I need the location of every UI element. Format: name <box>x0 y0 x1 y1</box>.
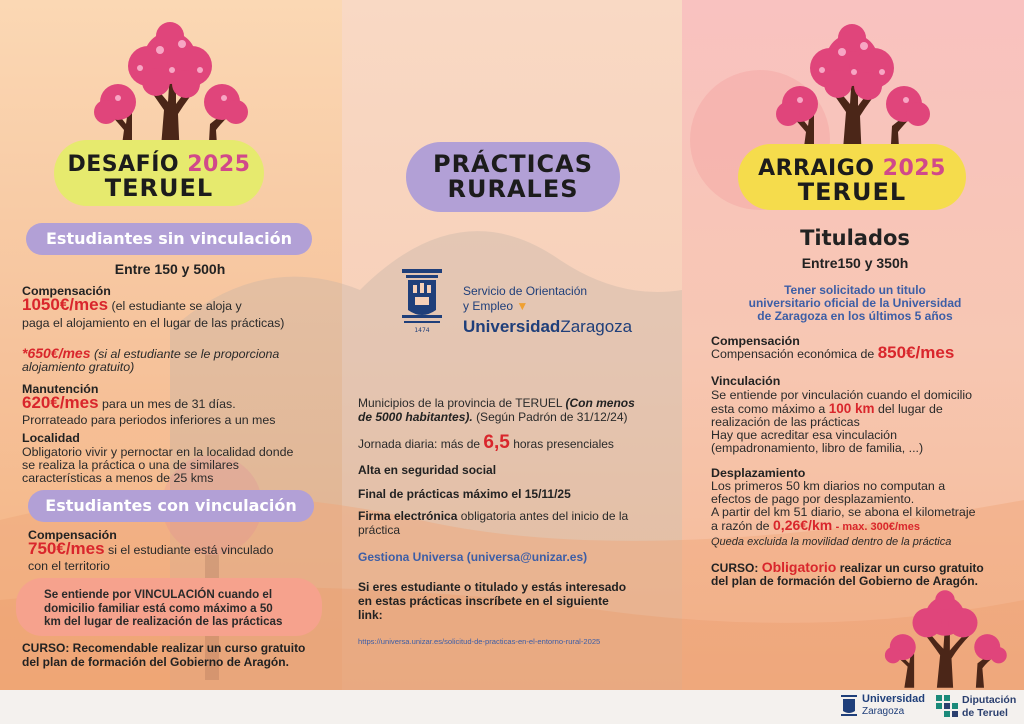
footer-uni-b: Zaragoza <box>862 706 905 717</box>
desp-d: a razón de <box>711 519 770 533</box>
logo-right-line2: TERUEL <box>797 178 907 206</box>
firma-line <box>358 509 678 523</box>
desp-value: 0,26€/km <box>773 517 833 533</box>
comp2-desc-b: con el territorio <box>28 559 110 573</box>
arraigo-teruel-logo <box>738 144 966 210</box>
vinc-b-line <box>711 402 1011 416</box>
req-c: de Zaragoza en los últimos 5 años <box>757 309 953 323</box>
footer-bar <box>0 690 1024 724</box>
logo-right-line1: ARRAIGO <box>758 156 875 181</box>
comp-right-desc: Compensación económica de <box>711 347 875 361</box>
alt-desc-a: (si al estudiante se le proporciona <box>93 347 280 361</box>
local-desc-a: Obligatorio vivir y pernoctar en la localidad donde <box>22 445 294 459</box>
comp2-desc-a: si el estudiante está vinculado <box>108 543 274 557</box>
service-a: Servicio de Orientación <box>463 284 588 298</box>
si-a: Si eres estudiante o titulado y estás interesado <box>358 580 627 594</box>
vinc-b2: del lugar de <box>878 402 943 416</box>
curso-right-a: realizar un curso gratuito <box>839 561 984 575</box>
comp-desc-a: (el estudiante se aloja y <box>111 299 242 313</box>
hours-left: Entre 150 y 500h <box>114 261 226 277</box>
comp-label-left: Compensación <box>22 284 111 298</box>
desp-c: A partir del km 51 diario, se abona el kilometraje <box>711 505 976 519</box>
vinc-c: realización de las prácticas <box>711 415 860 429</box>
uni-wordmark-a: Universidad <box>463 317 561 336</box>
orange-arrow-icon: ▼ <box>516 299 529 313</box>
comp-right-value: 850€/mes <box>877 343 955 362</box>
title-line1: PRÁCTICAS <box>432 150 594 178</box>
uni-wordmark <box>463 317 632 337</box>
req-a: Tener solicitado un titulo <box>784 283 926 297</box>
jornada-line <box>358 432 678 453</box>
manut-label: Manutención <box>22 382 99 396</box>
logo-line1: DESAFÍO <box>67 152 180 177</box>
curso-right-obl: Obligatorio <box>761 559 837 575</box>
manut-desc-a: para un mes de 31 días. <box>102 397 236 411</box>
manut-line <box>22 393 332 412</box>
practicas-rurales-title <box>406 142 620 212</box>
service-b: y Empleo <box>463 299 514 313</box>
curso-right-label: CURSO: <box>711 561 759 575</box>
si-c: link: <box>358 608 383 622</box>
comp-value-left: 1050€/mes <box>22 295 109 314</box>
comp-label-right: Compensación <box>711 334 800 348</box>
alta-ss: Alta en seguridad social <box>358 463 497 477</box>
desp-label: Desplazamiento <box>711 466 806 480</box>
logo-year: 2025 <box>187 152 251 177</box>
alt-value: *650€/mes <box>22 345 91 361</box>
footer-dip-b: de Teruel <box>962 707 1008 719</box>
vinc-b1: esta como máximo a <box>711 402 826 416</box>
muni-b: (Según Padrón de 31/12/24) <box>476 410 628 424</box>
comp-desc-b: paga el alojamiento en el lugar de las prácticas) <box>22 316 285 330</box>
req-b: universitario oficial de la Universidad <box>748 296 962 310</box>
desp-max: - max. 300€/mes <box>835 521 921 533</box>
university-crest-icon <box>398 265 446 335</box>
comp-value-line <box>22 295 332 314</box>
tree-illustration-right <box>772 22 932 162</box>
manut-value: 620€/mes <box>22 393 99 412</box>
note-line-a: Se entiende por VINCULACIÓN cuando el <box>44 588 273 601</box>
local-desc-c: características a menos de 25 kms <box>22 471 214 485</box>
logo-line2: TERUEL <box>104 174 214 202</box>
service-b-line <box>463 299 528 313</box>
vinc-d: Hay que acreditar esa vinculación <box>711 428 897 442</box>
header-sin-vinculacion: Estudiantes sin vinculación <box>26 223 312 255</box>
firma-c: práctica <box>358 523 401 537</box>
manut-desc-b: Prorrateado para periodos inferiores a un mes <box>22 413 276 427</box>
diputacion-logo-icon <box>936 695 958 719</box>
hours-right: Entre150 y 350h <box>801 255 909 271</box>
vinc-label: Vinculación <box>711 374 781 388</box>
vinc-km: 100 km <box>828 401 875 416</box>
note-line-b: domicilio familiar está como máximo a 50 <box>44 601 273 615</box>
titulados-heading: Titulados <box>800 226 910 250</box>
municipios-line2 <box>358 410 678 424</box>
si-b: en estas prácticas inscríbete en el siguiente <box>358 594 609 608</box>
alt-line <box>22 346 332 361</box>
jornada-num: 6,5 <box>483 432 510 453</box>
desp-b: efectos de pago por desplazamiento. <box>711 492 915 506</box>
footer-dip-a: Diputación <box>962 694 1017 706</box>
vinc-e: (empadronamiento, libro de familia, ...) <box>711 441 924 455</box>
desp-d-line <box>711 518 1011 534</box>
firma-bold: Firma electrónica <box>358 509 458 523</box>
curso-right-line <box>711 560 1011 575</box>
comp2-line <box>28 539 328 558</box>
muni-it-b: de 5000 habitantes). <box>358 410 473 424</box>
footer-crest-icon <box>840 694 858 720</box>
tree-illustration-bottom-right <box>880 590 1010 688</box>
comp-right-line <box>711 343 1011 362</box>
crest-year: 1474 <box>414 327 430 334</box>
jornada-b: horas presenciales <box>513 437 614 451</box>
final-practicas: Final de prácticas máximo el 15/11/25 <box>358 487 571 501</box>
muni-a: Municipios de la provincia de TERUEL <box>358 396 563 410</box>
inscription-link[interactable]: https://universa.unizar.es/solicitud-de-practicas-en-el-entorno-rural-2025 <box>358 637 601 646</box>
title-line2: RURALES <box>447 175 579 204</box>
curso-right-b: del plan de formación del Gobierno de Aragón. <box>711 574 978 588</box>
curso-left-a: CURSO: Recomendable realizar un curso gratuito <box>22 641 306 655</box>
municipios-line1 <box>358 396 678 410</box>
header-con-vinculacion: Estudiantes con vinculación <box>28 490 314 522</box>
vinc-a: Se entiende por vinculación cuando el domicilio <box>711 388 973 402</box>
alt-desc-b: alojamiento gratuito) <box>22 360 135 374</box>
muni-it-a: (Con menos <box>565 396 635 410</box>
local-desc-b: se realiza la práctica o una de similares <box>22 458 239 472</box>
vinculacion-note <box>16 578 322 636</box>
gestiona-universa: Gestiona Universa (universa@unizar.es) <box>358 550 588 564</box>
curso-left-b: del plan de formación del Gobierno de Aragón. <box>22 655 289 669</box>
note-line-c: km del lugar de realización de las prácticas <box>44 615 283 628</box>
local-label: Localidad <box>22 431 80 445</box>
uni-wordmark-b: Zaragoza <box>560 317 633 336</box>
desp-a: Los primeros 50 km diarios no computan a <box>711 479 946 493</box>
comp2-value: 750€/mes <box>28 539 105 558</box>
footer-uni-a: Universidad <box>862 693 925 705</box>
jornada-a: Jornada diaria: más de <box>358 437 481 451</box>
logo-right-year: 2025 <box>882 156 946 181</box>
desafio-teruel-logo <box>54 140 264 206</box>
firma-a: obligatoria antes del inicio de la <box>460 509 629 523</box>
desp-e: Queda excluida la movilidad dentro de la práctica <box>711 536 952 548</box>
comp2-label: Compensación <box>28 528 117 542</box>
tree-illustration-left <box>90 20 250 160</box>
